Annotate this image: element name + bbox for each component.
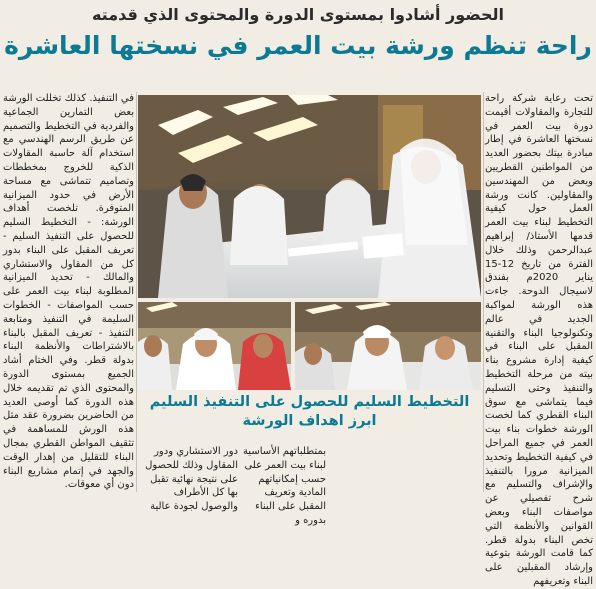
photo-icon	[295, 302, 481, 390]
article-paragraph: في التنفيذ. كذلك تخللت الورشة بعض التمارين الجماعية والفردية في التخطيط والتصميم عن طريق الرسم الهندسي مع استخدام آلة حاسبة المقاولات الذكية للخروج بمخططات وتصاميم تتماشى مع مساحة الأرض في حدود الميزانية المتوفرة. تلخصت أهداف الورشة: - التخطيط السليم للحصول على التنفيذ السليم - تعريف المقبل على البناء بدور كل من المقاول والاستشاري والمالك - تحديد الميزانية المطلوبة لبناء بيت العمر على حسب المواصفات - الخطوات السليمة في التنفيذ ومتابعة التنفيذ - تعريف المقبل بالبناء بالاشتراطات والأنظمة البناء بدولة قطر. وفي الختام أشاد الجميع بمستوى الدورة والمحتوى الذي تم تقديمه خلال هذه الدورة كما أوصى العديد من الحاضرين بضرورة عقد مثل هذه الورش للمساهمة في تثقيف المواطن القطري بمجال البناء للتقليل من إهدار الوقت والجهد في إتمام مشاريع البناء دون أي معوقات.	[3, 93, 134, 491]
article-kicker: الحضور أشادوا بمستوى الدورة والمحتوى الذي قدمته	[91, 5, 505, 24]
article-column-bottom-left	[140, 445, 238, 513]
article-paragraph: بمتطلباتهم الأساسية لبناء بيت العمر على حسب إمكانياتهم المادية وتعريف المقبل على البناء بدوره و	[242, 446, 326, 526]
photo-icon	[138, 95, 481, 298]
attendees-seated-photo	[138, 302, 291, 390]
column-divider	[483, 92, 484, 492]
article-subheadline: التخطيط السليم للحصول على التنفيذ السليم ابرز اهداف الورشة	[149, 394, 470, 429]
article-paragraph: تحت رعاية شركة راحة للتجارة والمقاولات أقيمت دورة بيت العمر في نسختها العاشرة في إطار مبادرة بيتك بحضور العديد من المواطنين القطريين وبعض من المهندسين والمقاولين. كانت ورشة العمل حول كيفية التخطيط لبناء بيت العمر قدمها الأستاذ/ إبراهيم عبدالرحمن وذلك خلال الفترة من تاريخ 12-15 يناير 2020م بفندق لاسيجال الدوحة. جاءت هذه الورشة لمواكبة الجديد في عالم وتكنولوجيا البناء والتقنية المقبل على البناء في كيفية إدارة مشروع بناء بيته من مرحلة التخطيط والتنفيذ وحتى التسليم فيما يتماشى مع سوق البناء القطري كما لخصت الورشة خطوات بناء بيت العمر في جميع المراحل في كيفية التخطيط وتحديد الميزانية مرورا بالتنفيذ والإشراف والتسليم مع شرح تفصيلي عن مواصفات البناء وبعض القوانين والأنظمة التي تخص البناء بدولة قطر. كما قامت الورشة بتوعية وإرشاد المقبلين على البناء وتعريفهم	[485, 93, 593, 587]
workshop-participants-photo	[138, 95, 481, 298]
attendees-listening-photo	[295, 302, 481, 390]
article-column-left	[3, 92, 134, 496]
article-column-bottom-middle	[240, 445, 326, 526]
photo-icon	[138, 302, 291, 390]
column-divider	[136, 92, 137, 492]
article-headline: راحة تنظم ورشة بيت العمر في نسختها العاشرة	[4, 31, 592, 60]
article-paragraph: دور الاستشاري ودور المقاول وذلك للحصول على نتيجة نهائية تقبل بها كل الأطراف والوصول لجودة عالية	[145, 446, 238, 513]
article-column-right	[485, 92, 593, 587]
